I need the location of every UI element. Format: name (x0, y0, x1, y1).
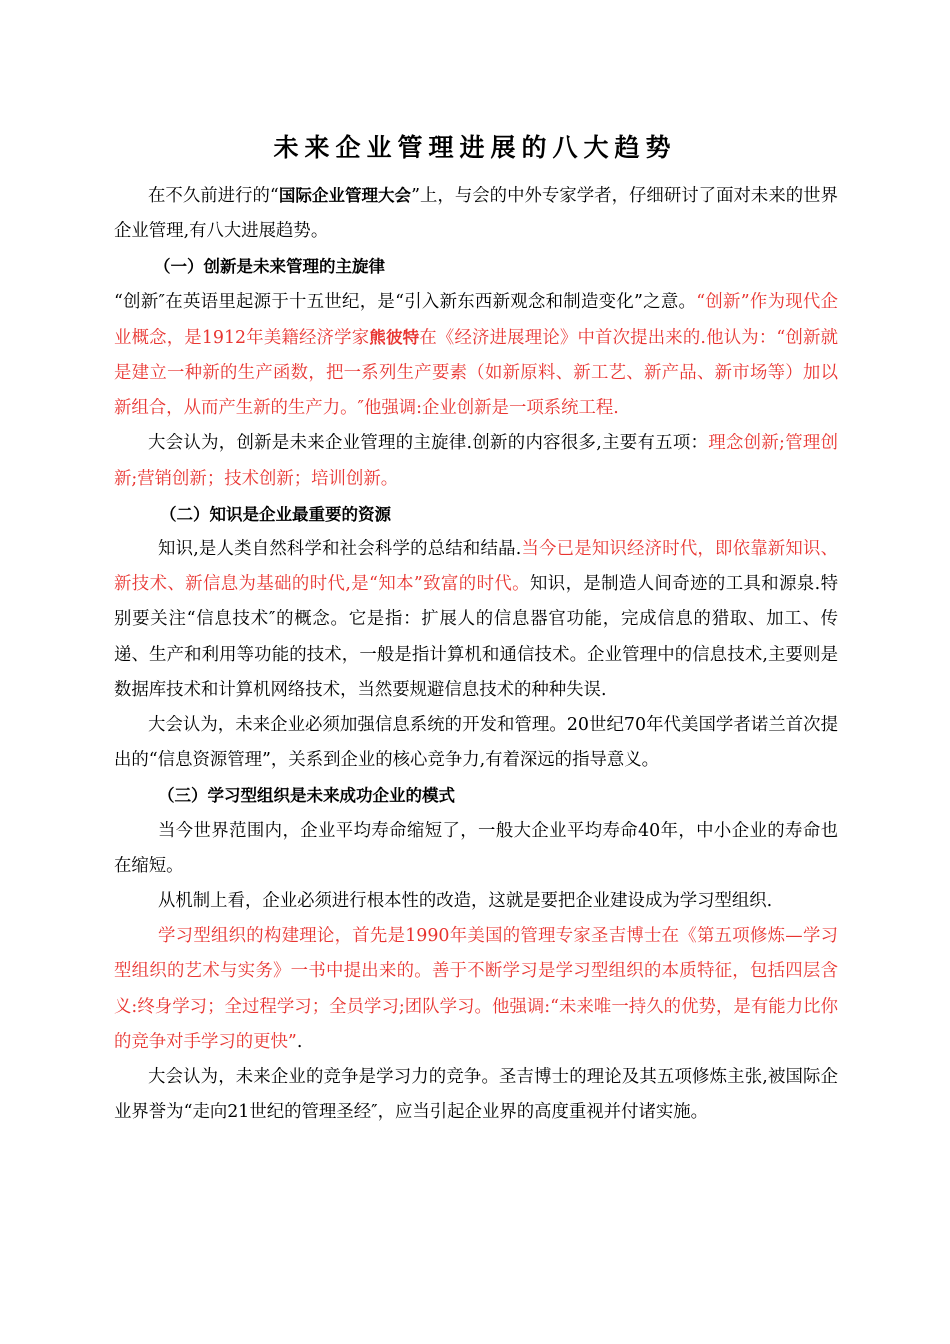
s1-p2-black: 大会认为，创新是未来企业管理的主旋律.创新的内容很多,主要有五项： (148, 433, 709, 454)
conference-name: 国际企业管理大会 (278, 186, 412, 205)
intro-text-1: 在不久前进行的“ (148, 186, 279, 206)
section-2-paragraph-1 (114, 532, 838, 708)
s1-p1-black: “创新″在英语里起源于十五世纪，是“引入新东西新观念和制造变化”之意。 (114, 291, 697, 312)
document-title: 未来企业管理进展的八大趋势 (273, 133, 677, 162)
section-2-paragraph-2: 大会认为，未来企业必须加强信息系统的开发和管理。20世纪70年代美国学者诺兰首次提出的“信息资源管理”，关系到企业的核心竞争力,有着深远的指导意义。 (114, 715, 838, 771)
economist-name: 熊彼特 (369, 327, 420, 347)
s1-p2-red: 理念创新;管理创新;营销创新；技术创新；培训创新。 (114, 433, 838, 489)
section-2-heading: （二）知识是企业最重要的资源 (160, 504, 391, 524)
section-1-heading: （一）创新是未来管理的主旋律 (154, 257, 385, 277)
section-3-paragraph-3 (114, 919, 838, 1060)
s3-p3-red: 学习型组织的构建理论，首先是1990年美国的管理专家圣吉博士在《第五项修炼—学习型组织的艺术与实务》一书中提出来的。善于不断学习是学习型组织的本质特征，包括四层含义:终身学习；全过程学习；全员学习;团队学习。他强调:“未来唯一持久的优势，是有能力比你的竞争对手学习的更快” (114, 926, 838, 1052)
s3-p3-end: . (296, 1031, 303, 1052)
s1-p1-red-1: “创新”作为现代企业概念，是1912年美籍经济学家 (114, 291, 838, 348)
intro-paragraph (114, 178, 838, 249)
section-3-paragraph-2: 从机制上看，企业必须进行根本性的改造，这就是要把企业建设成为学习型组织. (158, 891, 773, 912)
intro-text-2: ”上，与会的中外专家学者，仔细研讨了面对未来的世界企业管理,有八大进展趋势。 (114, 186, 838, 242)
s2-p1-red: 当今已是知识经济时代，即依靠新知识、新技术、新信息为基础的时代,是“知本”致富的时代。 (114, 539, 838, 595)
document-body (114, 178, 838, 1130)
section-3-paragraph-1: 当今世界范围内，企业平均寿命缩短了，一般大企业平均寿命40年，中小企业的寿命也在缩短。 (114, 820, 838, 876)
s2-p1-black-2: 知识，是制造人间奇迹的工具和源泉.特别要关注“信息技术″的概念。它是指：扩展人的信息器官功能，完成信息的猎取、加工、传递、生产和利用等功能的技术，一般是指计算机和通信技术。企业管理中的信息技术,主要则是数据库技术和计算机网络技术，当然要规避信息技术的种种失误. (114, 574, 839, 700)
section-1-paragraph-1 (114, 285, 838, 427)
section-1-paragraph-2 (114, 426, 838, 496)
section-3-heading: （三）学习型组织是未来成功企业的模式 (158, 786, 455, 806)
s2-p1-black-1: 知识,是人类自然科学和社会科学的总结和结晶. (158, 539, 522, 560)
s1-p1-red-2: 在《经济进展理论》中首次提出来的.他认为：“创新就是建立一种新的生产函数，把一系列生产要素（如新原料、新工艺、新产品、新市场等）加以新组合，从而产生新的生产力。″他强调:企业创新是一项系统工程. (114, 327, 839, 419)
section-3-paragraph-4: 大会认为，未来企业的竞争是学习力的竞争。圣吉博士的理论及其五项修炼主张,被国际企业界誉为“走向21世纪的管理圣经″，应当引起企业界的高度重视并付诸实施。 (114, 1067, 838, 1123)
